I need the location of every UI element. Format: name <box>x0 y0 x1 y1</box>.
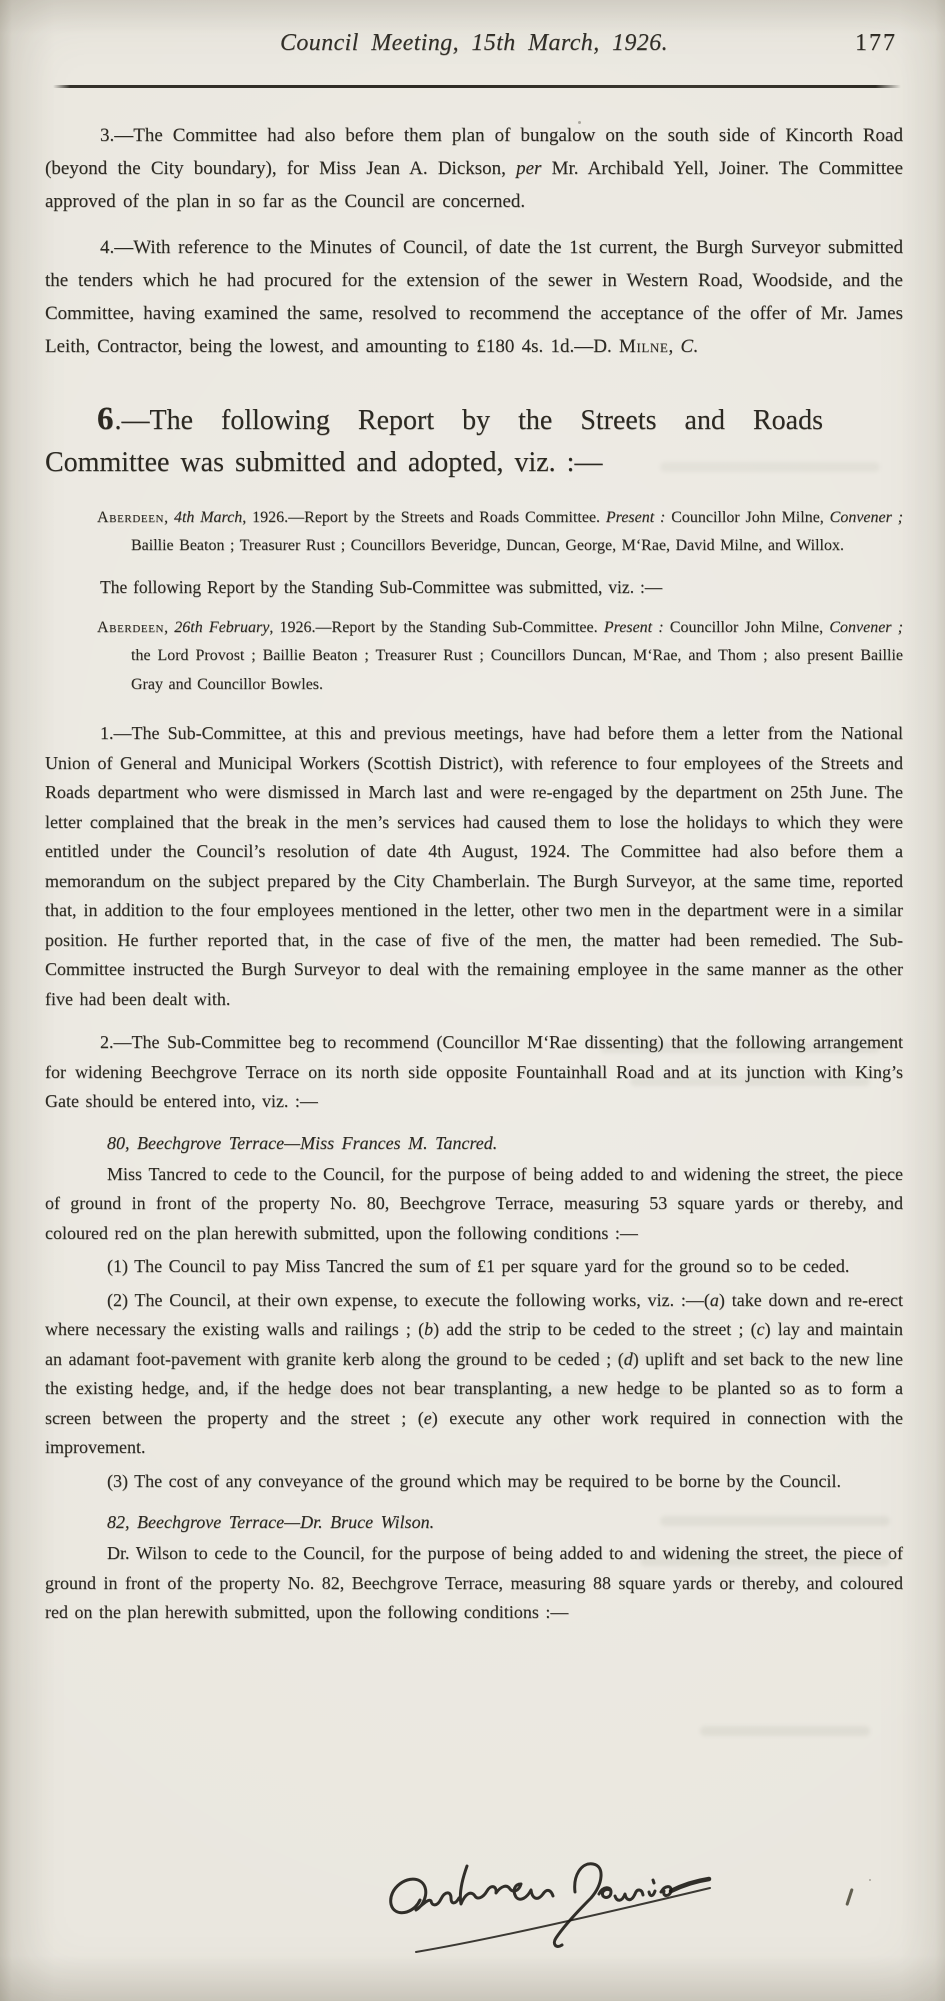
bleed-through-artifact <box>120 1352 800 1362</box>
minute-4-text: 4.—With reference to the Minutes of Council, of date the 1st current, the Burgh Surveyor submitted the tenders which he had procured for the extension of the sewer in Western Road, Woodside, and the Committee, having examined the same, resolved to recommend the acceptance of the offer of Mr. James Leith, Contractor, being the lowest, and amounting to £180 4s. 1d.—D. <box>45 236 903 357</box>
bleed-through-artifact <box>660 1516 890 1526</box>
sub-committee-item-2: 2.—The Sub-Committee beg to recommend (Councillor M‘Rae dissenting) that the following arrangement for widening Beechgrove Terrace on its north side opposite Fountainhall Road and at its junction with King’s Gate should be entered into, viz. :— <box>45 1032 903 1111</box>
report1-place: Aberdeen <box>97 508 165 526</box>
report2-date: 26th February <box>174 618 270 636</box>
minute-3-text: 3.—The Committee had also before them plan of bungalow on the south side of Kincorth Road (beyond the City boundary), for Miss Jean A. Dickson, <box>45 124 903 179</box>
report1-present-label: Present : <box>605 508 666 526</box>
page-title: Council Meeting, 15th March, 1926. <box>280 30 668 56</box>
property-80-condition-1: (1) The Council to pay Miss Tancred the sum of £1 per square yard for the ground so to be ceded. <box>107 1256 850 1276</box>
report2-place: Aberdeen <box>97 618 165 636</box>
page-number: 177 <box>855 30 897 56</box>
page-header <box>45 26 903 60</box>
cond2-text: (2) The Council, at their own expense, to execute the following works, viz. :—( <box>107 1289 710 1310</box>
property-82-heading: 82, Beechgrove Terrace—Dr. Bruce Wilson. <box>107 1512 435 1532</box>
property-82-body: Dr. Wilson to cede to the Council, for the purpose of being added to and widening the street, the piece of ground in front of the property No. 82, Beechgrove Terrace, measuring 88 square yards or thereby, and coloured red on the plan herewith submitted, upon the following conditions :— <box>45 1543 903 1622</box>
minute-4-initial: C <box>680 335 694 357</box>
dust-speck <box>869 1879 871 1881</box>
cond2-letter-c: c <box>756 1319 765 1339</box>
cond2-text-c: ) lay and maintain an adamant foot-pavement with granite kerb along the ground to be ceded ; ( <box>45 1319 903 1369</box>
report1-comma: , <box>164 508 174 526</box>
handwritten-signature <box>368 1828 718 1958</box>
report2-attendees: Councillor John Milne, <box>663 618 830 636</box>
signature-stroke-andrew <box>391 1866 553 1913</box>
report1-convener-label: Convener ; <box>829 508 904 526</box>
standing-sub-committee-report-heading <box>97 614 903 700</box>
bleed-through-artifact <box>660 462 880 472</box>
minute-item-3 <box>45 119 903 218</box>
property-80-heading: 80, Beechgrove Terrace—Miss Frances M. Tancred. <box>107 1132 498 1153</box>
dust-speck <box>578 121 581 124</box>
minute-6-heading-line1 <box>45 397 903 443</box>
minute-3-per: per <box>516 157 542 179</box>
report2-attendees-rest: the Lord Provost ; Baillie Beaton ; Treasurer Rust ; Councillors Duncan, M‘Rae, and Thom ; also present Baillie Gray and Councillor Bowles. <box>131 647 903 693</box>
cond2-text-d: ) uplift and set back to the new line the existing hedge, and, if the hedge does not bear transplanting, a new hedge to be planted so as to form a screen between the property and the street ; ( <box>45 1348 903 1428</box>
report1-attendees: Councillor John Milne, <box>665 508 830 526</box>
bleed-through-artifact <box>640 1556 890 1566</box>
cond2-text-b: ) add the strip to be ceded to the street ; ( <box>433 1319 757 1339</box>
minute-6-number: 6 <box>97 400 115 437</box>
sub-committee-item-1: 1.—The Sub-Committee, at this and previous meetings, have had before them a letter from the National Union of General and Municipal Workers (Scottish District), with reference to four employees of the Streets and Roads department who were dismissed in March last and were re-engaged by the department on 25th June. The letter complained that the break in the men’s services had caused them to lose the holidays to which they were entitled under the Council’s resolution of date 4th August, 1924. The Committee had also before them a memorandum on the subject prepared by the City Chamberlain. The Burgh Surveyor, at the same time, reported that, in addition to the four employees mentioned in the letter, other two men in the department were in a similar position. He further reported that, in the case of five of the men, the matter had been remedied. The Sub-Committee instructed the Burgh Surveyor to deal with the remaining employee in the same manner as the other five had been dealt with. <box>45 723 903 1009</box>
report1-lead: , 1926.—Report by the Streets and Roads Committee. <box>242 508 606 526</box>
report2-lead: , 1926.—Report by the Standing Sub-Committee. <box>269 618 604 636</box>
cond2-text-e: ) execute any other work required in connection with the improvement. <box>45 1407 903 1457</box>
minute-6-heading-line2: Committee was submitted and adopted, viz. :— <box>45 446 603 478</box>
cond2-letter-b: b <box>424 1319 434 1339</box>
report2-present-label: Present : <box>603 618 664 636</box>
bleed-through-artifact <box>600 1043 880 1053</box>
report1-date: 4th March <box>173 508 243 526</box>
property-80-condition-3: (3) The cost of any conveyance of the ground which may be required to be borne by the Council. <box>107 1470 841 1491</box>
signature-stroke-lewis <box>554 1864 671 1947</box>
bleed-through-artifact <box>700 1726 870 1736</box>
report2-comma: , <box>164 618 175 636</box>
minute-3-text-end: Mr. Archibald Yell, Joiner. The Committee approved of the plan in so far as the Council are concerned. <box>45 157 903 212</box>
report1-attendees-rest: Baillie Beaton ; Treasurer Rust ; Councillors Beveridge, Duncan, George, M‘Rae, David Milne, and Willox. <box>131 537 844 554</box>
property-80-condition-2 <box>45 1286 903 1463</box>
pen-tick-artifact <box>845 1888 853 1906</box>
cond2-letter-a: a <box>709 1289 719 1310</box>
cond2-letter-d: d <box>623 1348 633 1369</box>
minute-6-heading-line1-text: .—The following Report by the Streets and Roads <box>114 404 823 436</box>
report2-convener-label: Convener ; <box>829 618 904 636</box>
cond2-letter-e: e <box>423 1407 432 1428</box>
minute-4-signer: Milne <box>618 335 669 357</box>
minute-4-sep: , <box>668 335 681 357</box>
header-rule <box>53 85 901 88</box>
cond2-text-a: ) take down and re-erect where necessary the existing walls and railings ; ( <box>45 1289 903 1339</box>
minute-4-end: . <box>693 335 698 357</box>
bleed-through-artifact <box>170 1388 730 1398</box>
minute-item-4 <box>45 231 903 363</box>
property-80-body: Miss Tancred to cede to the Council, for the purpose of being added to and widening the street, the piece of ground in front of the property No. 80, Beechgrove Terrace, measuring 53 square yards or thereby, and coloured red on the plan herewith submitted, upon the following conditions :— <box>45 1163 903 1243</box>
bleed-through-artifact <box>630 1076 870 1086</box>
sub-committee-report-intro: The following Report by the Standing Sub-Committee was submitted, viz. :— <box>100 576 663 597</box>
streets-roads-committee-report-heading <box>97 504 903 561</box>
